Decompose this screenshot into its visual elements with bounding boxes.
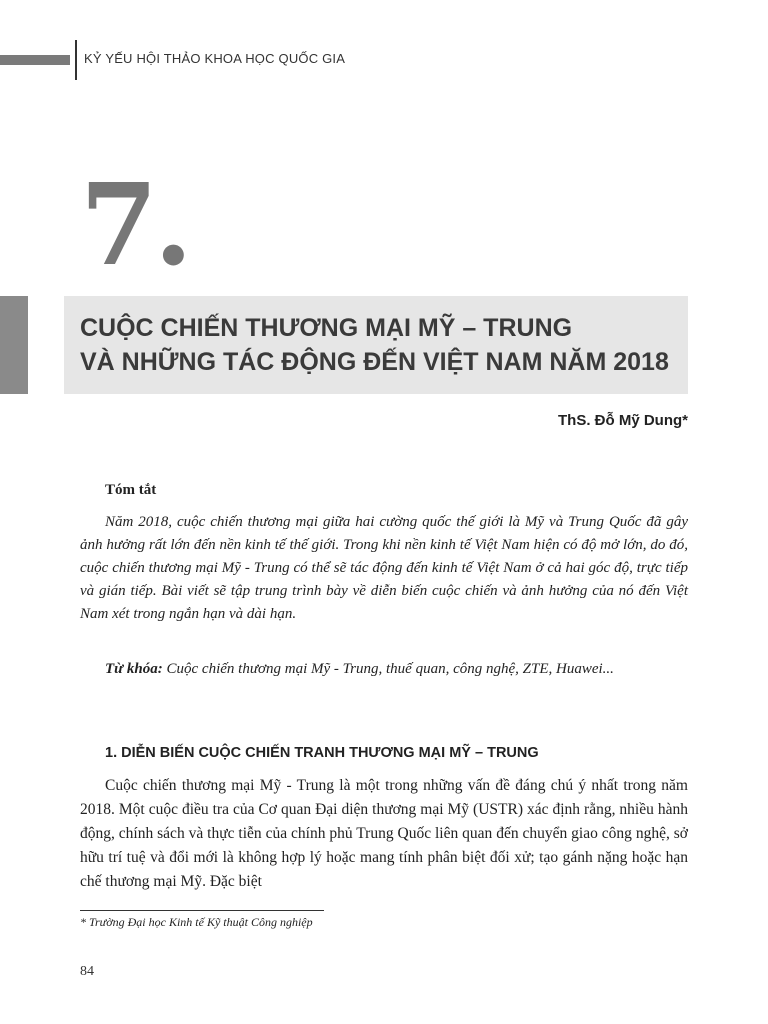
chapter-number: 7. <box>80 160 189 291</box>
page-number: 84 <box>80 964 94 979</box>
header-divider <box>75 40 77 80</box>
footnote-divider <box>80 910 324 911</box>
keywords-label: Từ khóa: <box>105 661 163 677</box>
keywords-text: Cuộc chiến thương mại Mỹ - Trung, thuế quan, công nghệ, ZTE, Huawei... <box>166 661 614 677</box>
title-background <box>64 296 688 394</box>
section-heading: 1. DIỄN BIẾN CUỘC CHIẾN TRANH THƯƠNG MẠI MỸ – TRUNG <box>105 745 539 761</box>
running-title: KỶ YẾU HỘI THẢO KHOA HỌC QUỐC GIA <box>84 51 346 66</box>
author-name: ThS. Đỗ Mỹ Dung* <box>558 412 688 429</box>
abstract-heading: Tóm tắt <box>105 482 157 498</box>
body-paragraph: Cuộc chiến thương mại Mỹ - Trung là một trong những vấn đề đáng chú ý nhất trong năm 2018. Một cuộc điều tra của Cơ quan Đại diện thương mại Mỹ (USTR) xác định rằng, nhiều hành động, chính sách và thực tiễn của chính phủ Trung Quốc liên quan đến chuyển giao công nghệ, sở hữu trí tuệ và đổi mới là không hợp lý hoặc mang tính phân biệt đối xử; tạo gánh nặng hoặc hạn chế thương mại Mỹ. Đặc biệt <box>80 777 688 890</box>
abstract-text: Năm 2018, cuộc chiến thương mại giữa hai cường quốc thế giới là Mỹ và Trung Quốc đã gây ảnh hưởng rất lớn đến nền kinh tế thế giới. Trong khi nền kinh tế Việt Nam hiện có độ mở lớn, do đó, cuộc chiến thương mại Mỹ - Trung có thể sẽ tác động đến kinh tế Việt Nam ở cả hai góc độ, trực tiếp và gián tiếp. Bài viết sẽ tập trung trình bày về diễn biến cuộc chiến và ảnh hưởng của nó đến Việt Nam xét trong ngắn hạn và dài hạn. <box>80 514 688 622</box>
title-accent-bar <box>0 296 28 394</box>
article-title-line-1: CUỘC CHIẾN THƯƠNG MẠI MỸ – TRUNG <box>80 314 573 342</box>
footnote: * Trường Đại học Kinh tế Kỹ thuật Công nghiệp <box>80 915 313 929</box>
keywords <box>80 658 688 681</box>
header-accent-bar <box>0 55 70 65</box>
article-title-line-2: VÀ NHỮNG TÁC ĐỘNG ĐẾN VIỆT NAM NĂM 2018 <box>80 348 669 376</box>
